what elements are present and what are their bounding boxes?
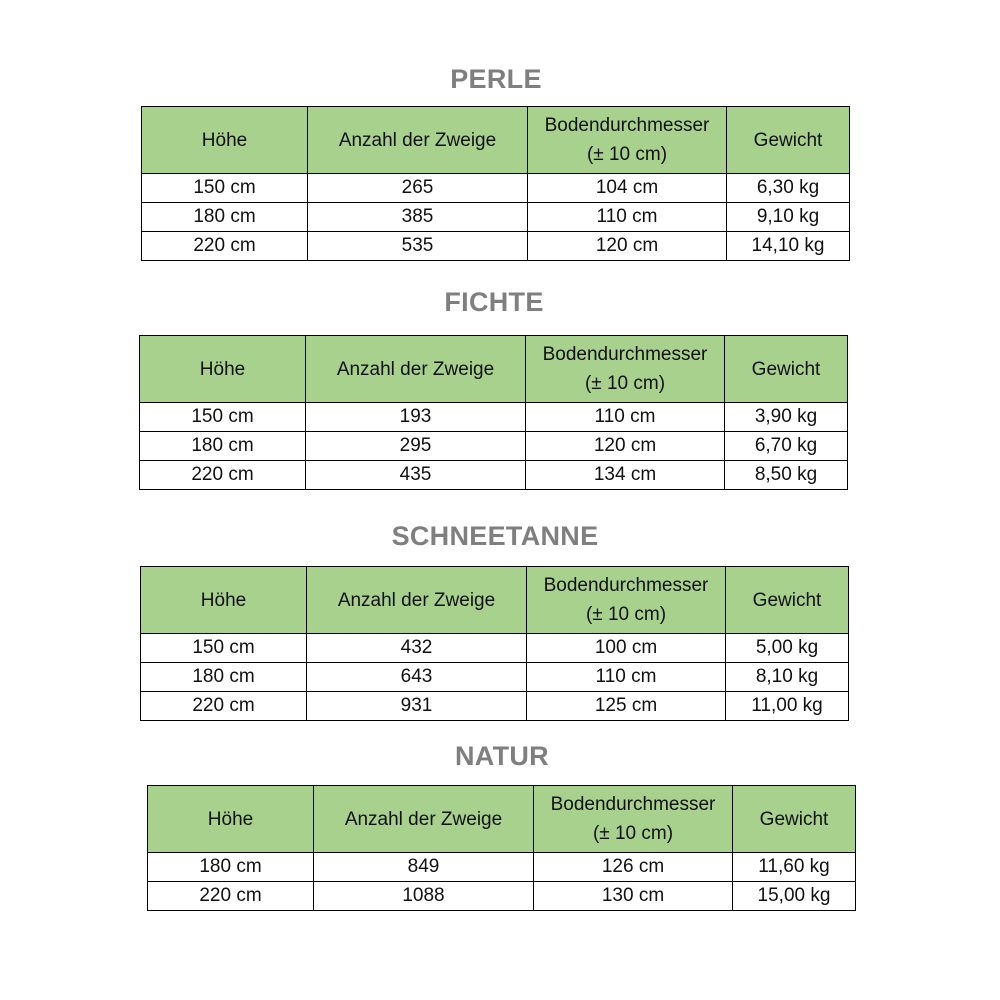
spec-table	[147, 785, 856, 911]
cell-branches: 849	[314, 853, 534, 882]
header-row	[141, 567, 849, 634]
cell-weight: 6,30 kg	[727, 174, 850, 203]
cell-diameter: 134 cm	[526, 461, 725, 490]
table-section-perle	[141, 60, 851, 265]
cell-diameter: 130 cm	[534, 882, 733, 911]
cell-branches: 295	[306, 432, 526, 461]
table-row	[140, 461, 848, 490]
cell-branches: 193	[306, 403, 526, 432]
cell-weight: 9,10 kg	[727, 203, 850, 232]
table-row	[148, 853, 856, 882]
cell-diameter: 120 cm	[528, 232, 727, 261]
header-diameter	[528, 107, 727, 174]
header-diameter	[526, 336, 725, 403]
cell-diameter: 125 cm	[527, 692, 726, 721]
header-branches: Anzahl der Zweige	[307, 567, 527, 634]
cell-weight: 11,00 kg	[726, 692, 849, 721]
header-diameter	[527, 567, 726, 634]
cell-weight: 5,00 kg	[726, 634, 849, 663]
cell-diameter: 100 cm	[527, 634, 726, 663]
cell-height: 180 cm	[141, 663, 307, 692]
header-weight: Gewicht	[726, 567, 849, 634]
header-diameter-line1: Bodendurchmesser	[544, 115, 710, 136]
header-diameter-line2: (± 10 cm)	[586, 144, 668, 165]
header-branches: Anzahl der Zweige	[308, 107, 528, 174]
cell-height: 150 cm	[142, 174, 308, 203]
header-diameter	[534, 786, 733, 853]
header-diameter-line1: Bodendurchmesser	[543, 575, 709, 596]
cell-height: 220 cm	[141, 692, 307, 721]
cell-weight: 8,10 kg	[726, 663, 849, 692]
cell-height: 150 cm	[141, 634, 307, 663]
cell-diameter: 110 cm	[526, 403, 725, 432]
cell-weight: 15,00 kg	[733, 882, 856, 911]
table-section-fichte	[139, 282, 849, 492]
header-row	[142, 107, 850, 174]
table-title: FICHTE	[444, 287, 544, 317]
header-diameter-line2: (± 10 cm)	[592, 823, 674, 844]
table-section-natur	[147, 736, 857, 914]
cell-weight: 3,90 kg	[725, 403, 848, 432]
table-row	[140, 432, 848, 461]
cell-branches: 535	[308, 232, 528, 261]
table-row	[142, 232, 850, 261]
header-row	[148, 786, 856, 853]
table-row	[141, 692, 849, 721]
cell-diameter: 126 cm	[534, 853, 733, 882]
cell-branches: 1088	[314, 882, 534, 911]
table-row	[148, 882, 856, 911]
table-row	[140, 403, 848, 432]
cell-diameter: 110 cm	[527, 663, 726, 692]
cell-branches: 931	[307, 692, 527, 721]
cell-height: 180 cm	[148, 853, 314, 882]
table-title: SCHNEETANNE	[391, 521, 599, 551]
cell-diameter: 104 cm	[528, 174, 727, 203]
cell-branches: 432	[307, 634, 527, 663]
cell-height: 180 cm	[142, 203, 308, 232]
table-row	[142, 203, 850, 232]
cell-height: 220 cm	[140, 461, 306, 490]
header-weight: Gewicht	[725, 336, 848, 403]
header-height: Höhe	[142, 107, 308, 174]
header-branches: Anzahl der Zweige	[314, 786, 534, 853]
cell-height: 180 cm	[140, 432, 306, 461]
cell-weight: 14,10 kg	[727, 232, 850, 261]
table-title: NATUR	[455, 741, 549, 771]
header-height: Höhe	[148, 786, 314, 853]
cell-height: 220 cm	[148, 882, 314, 911]
table-title: PERLE	[450, 64, 542, 94]
spec-table	[141, 106, 850, 261]
spec-table	[139, 335, 848, 490]
cell-branches: 435	[306, 461, 526, 490]
cell-diameter: 110 cm	[528, 203, 727, 232]
table-section-schneetanne	[140, 516, 850, 722]
header-branches: Anzahl der Zweige	[306, 336, 526, 403]
cell-height: 150 cm	[140, 403, 306, 432]
spec-table	[140, 566, 849, 721]
cell-diameter: 120 cm	[526, 432, 725, 461]
cell-weight: 11,60 kg	[733, 853, 856, 882]
header-diameter-line2: (± 10 cm)	[585, 604, 667, 625]
cell-weight: 6,70 kg	[725, 432, 848, 461]
header-diameter-line1: Bodendurchmesser	[542, 344, 708, 365]
header-weight: Gewicht	[727, 107, 850, 174]
cell-height: 220 cm	[142, 232, 308, 261]
table-row	[141, 663, 849, 692]
cell-weight: 8,50 kg	[725, 461, 848, 490]
header-height: Höhe	[141, 567, 307, 634]
table-row	[141, 634, 849, 663]
header-height: Höhe	[140, 336, 306, 403]
header-diameter-line1: Bodendurchmesser	[550, 794, 716, 815]
header-diameter-line2: (± 10 cm)	[584, 373, 666, 394]
header-row	[140, 336, 848, 403]
header-weight: Gewicht	[733, 786, 856, 853]
cell-branches: 385	[308, 203, 528, 232]
table-row	[142, 174, 850, 203]
cell-branches: 265	[308, 174, 528, 203]
cell-branches: 643	[307, 663, 527, 692]
